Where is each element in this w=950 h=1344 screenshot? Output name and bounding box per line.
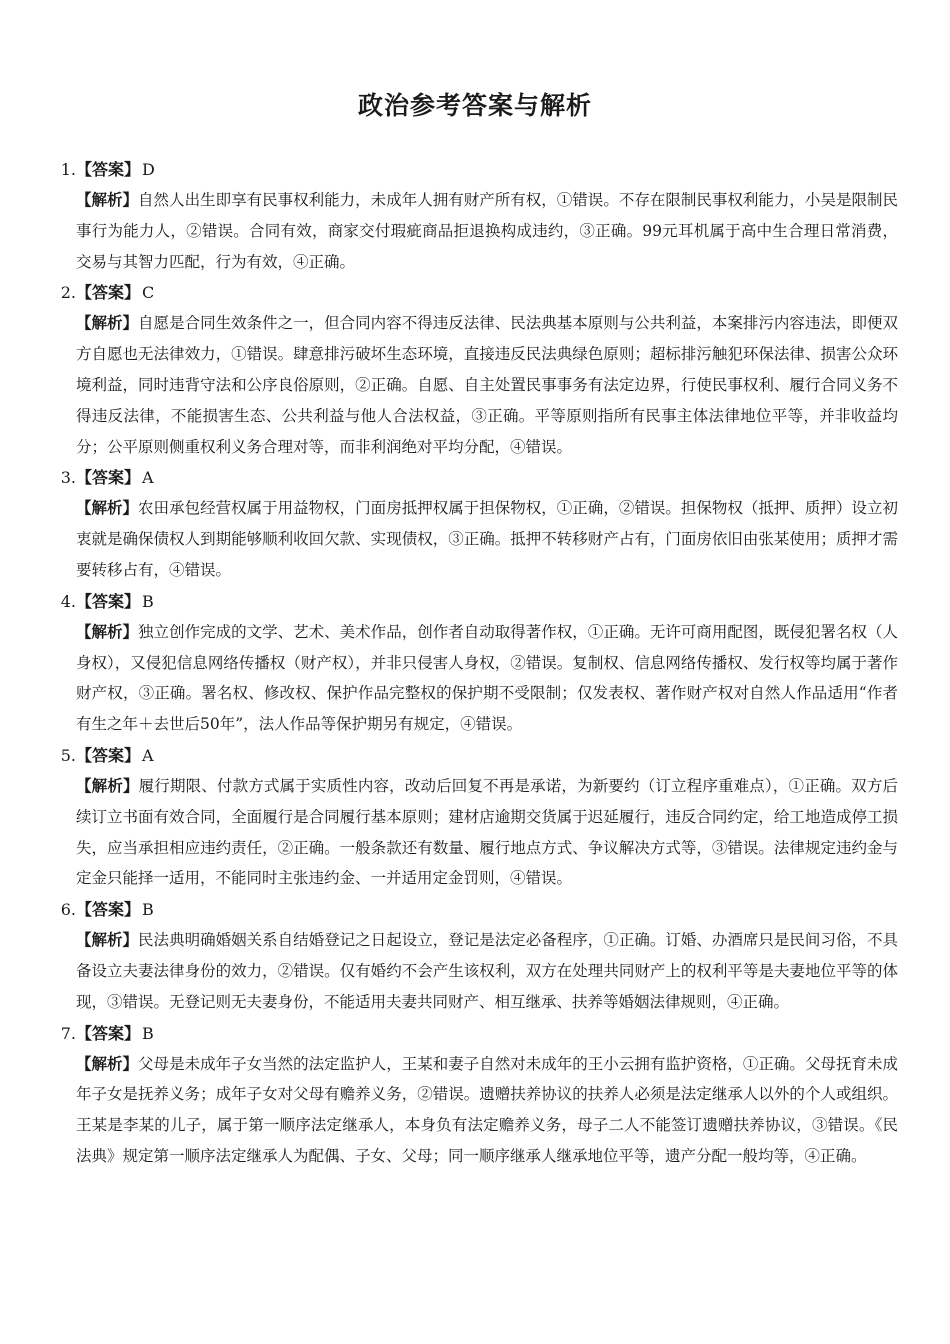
answer-line (0, 1018, 950, 1049)
answer-label: 【答案】 (76, 900, 141, 920)
analysis-text: 自愿是合同生效条件之一，但合同内容不得违反法律、民法典基本原则与公共利益，本案排污内容违法，即便双方自愿也无法律效力，①错误。肆意排污破坏生态环境，直接违反民法典绿色原则；超标排污触犯环保法律、损害公众环境利益，同时违背守法和公序良俗原则，②正确。自愿、自主处置民事事务有法定边界，行使民事权利、履行合同义务不得违反法律，不能损害生态、公共利益与他人合法权益，③正确。平等原则指所有民事主体法律地位平等，并非收益均分；公平原则侧重权利义务合理对等，而非利润绝对平均分配，④错误。 (76, 314, 898, 456)
analysis-text: 民法典明确婚姻关系自结婚登记之日起设立，登记是法定必备程序，①正确。订婚、办酒席只是民间习俗，不具备设立夫妻法律身份的效力，②错误。仅有婚约不会产生该权利，双方在处理共同财产上的权利平等是夫妻地位平等的体现，③错误。无登记则无夫妻身份，不能适用夫妻共同财产、相互继承、扶养等婚姻法律规则，④正确。 (76, 931, 898, 1011)
question-number: 1. (60, 160, 76, 179)
answer-label: 【答案】 (76, 468, 141, 488)
question-number: 6. (60, 900, 76, 920)
answer-label: 【答案】 (76, 591, 141, 611)
analysis-text: 独立创作完成的文学、艺术、美术作品，创作者自动取得著作权，①正确。无许可商用配图，既侵犯署名权（人身权），又侵犯信息网络传播权（财产权），并非只侵害人身权，②错误。复制权、信息网络传播权、发行权等均属于著作财产权，③正确。署名权、修改权、保护作品完整权的保护期不受限制；仅发表权、著作财产权对自然人作品适用“作者有生之年＋去世后50年”，法人作品等保护期另有规定，④错误。 (76, 622, 898, 734)
analysis-label: 【解析】 (76, 498, 139, 518)
question-number: 5. (60, 745, 76, 765)
answer-line (0, 894, 950, 925)
answer-label: 【答案】 (76, 160, 141, 179)
question-item (0, 462, 950, 585)
analysis-paragraph (76, 617, 898, 740)
analysis-text: 父母是未成年子女当然的法定监护人，王某和妻子自然对未成年的王小云拥有监护资格，①正确。父母抚育未成年子女是抚养义务；成年子女对父母有赡养义务，②错误。遗赠扶养协议的扶养人必须是法定继承人以外的个人或组织。王某是李某的儿子，属于第一顺序法定继承人，本身负有法定赡养义务，母子二人不能签订遗赠扶养协议，③错误。《民法典》规定第一顺序法定继承人为配偶、子女、父母；同一顺序继承人继承地位平等，遗产分配一般均等，④正确。 (76, 1054, 898, 1165)
answer-value: D (142, 160, 155, 179)
question-number: 7. (60, 1023, 76, 1043)
answer-label: 【答案】 (76, 1023, 141, 1043)
answer-label: 【答案】 (76, 745, 141, 765)
analysis-label: 【解析】 (76, 1053, 139, 1073)
answer-value: B (142, 900, 154, 920)
question-item (0, 277, 950, 462)
analysis-paragraph (76, 1049, 898, 1172)
question-number: 4. (60, 591, 76, 611)
answer-value: A (142, 745, 154, 765)
analysis-paragraph (76, 185, 898, 277)
answer-line (0, 277, 950, 308)
analysis-text: 自然人出生即享有民事权利能力，未成年人拥有财产所有权，①错误。不存在限制民事权利能力，小吴是限制民事行为能力人，②错误。合同有效，商家交付瑕疵商品拒退换构成违约，③正确。99元耳机属于高中生合理日常消费，交易与其智力匹配，行为有效，④正确。 (76, 191, 898, 271)
answer-value: B (142, 1023, 154, 1043)
question-item (0, 1018, 950, 1172)
answer-value: B (142, 591, 154, 611)
answer-line (0, 462, 950, 493)
analysis-label: 【解析】 (76, 775, 139, 795)
analysis-label: 【解析】 (76, 930, 139, 950)
question-list (0, 154, 950, 1172)
question-item (0, 154, 950, 277)
analysis-paragraph (76, 925, 898, 1017)
question-item (0, 894, 950, 1017)
question-number: 3. (60, 468, 76, 488)
analysis-label: 【解析】 (76, 621, 139, 641)
question-item (0, 586, 950, 740)
analysis-text: 履行期限、付款方式属于实质性内容，改动后回复不再是承诺，为新要约（订立程序重难点），①正确。双方后续订立书面有效合同，全面履行是合同履行基本原则；建材店逾期交货属于迟延履行，违反合同约定，给工地造成停工损失，应当承担相应违约责任，②正确。一般条款还有数量、履行地点方式、争议解决方式等，③错误。法律规定违约金与定金只能择一适用，不能同时主张违约金、一并适用定金罚则，④错误。 (76, 776, 898, 888)
answer-line (0, 740, 950, 771)
analysis-paragraph (76, 771, 898, 894)
analysis-text: 农田承包经营权属于用益物权，门面房抵押权属于担保物权，①正确，②错误。担保物权（抵押、质押）设立初衷就是确保债权人到期能够顺利收回欠款、实现债权，③正确。抵押不转移财产占有，门面房依旧由张某使用；质押才需要转移占有，④错误。 (76, 499, 898, 579)
answer-line (0, 154, 950, 185)
answer-label: 【答案】 (76, 283, 141, 303)
question-number: 2. (60, 283, 76, 303)
analysis-paragraph (76, 493, 898, 585)
page-title: 政治参考答案与解析 (357, 91, 592, 120)
answer-value: A (142, 468, 154, 488)
question-item (0, 740, 950, 894)
answer-value: C (142, 283, 155, 303)
analysis-label: 【解析】 (76, 313, 139, 333)
analysis-label: 【解析】 (76, 190, 139, 209)
answer-line (0, 586, 950, 617)
analysis-paragraph (76, 308, 898, 462)
